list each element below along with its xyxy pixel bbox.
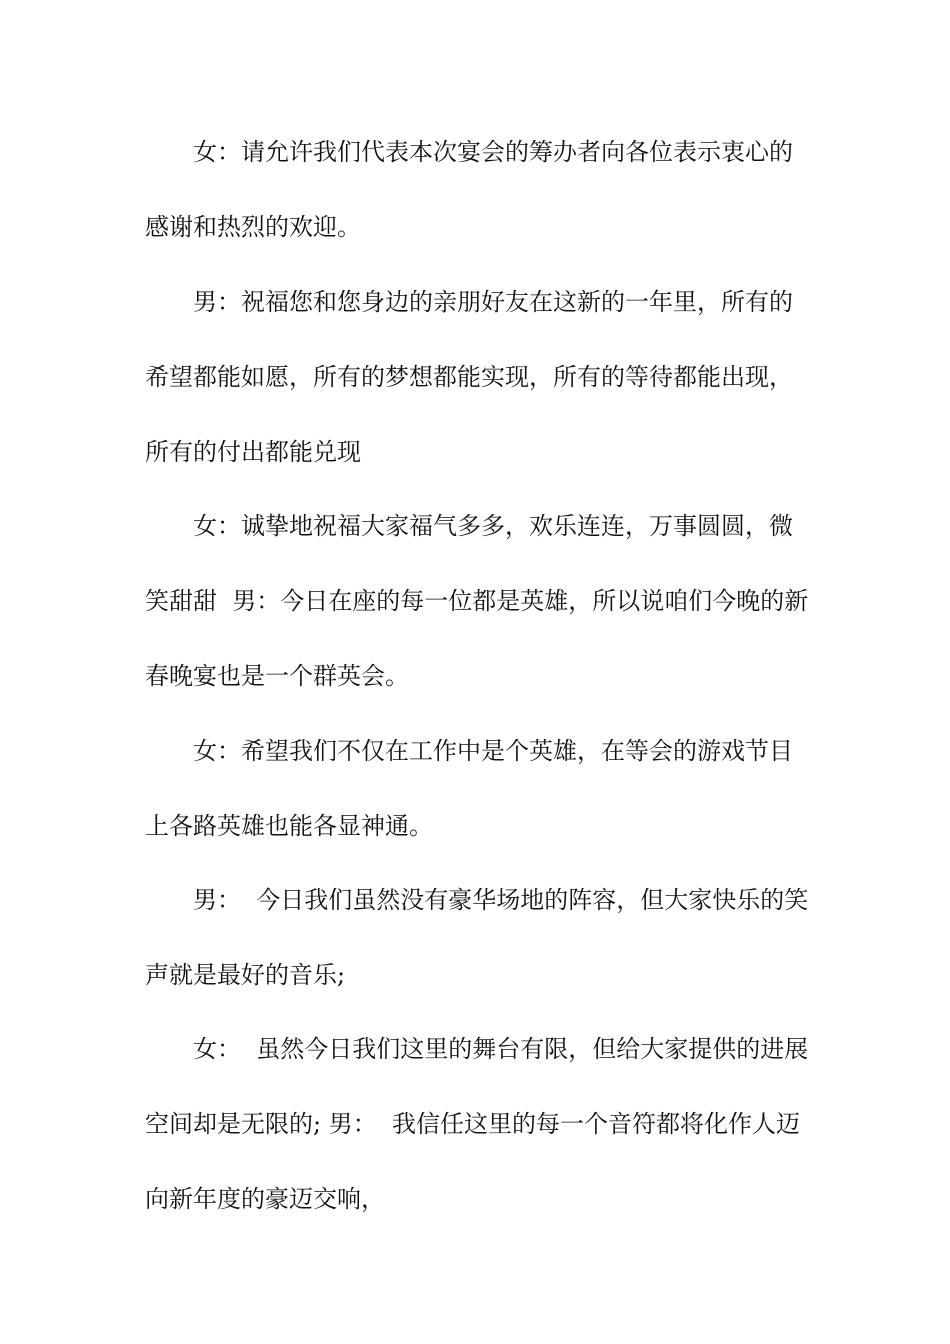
paragraph-3-line-2: 笑甜甜 男：今日在座的每一位都是英雄，所以说咱们今晚的新 (145, 587, 809, 615)
paragraph-3-line-1: 女：诚挚地祝福大家福气多多，欢乐连连，万事圆圆，微 (193, 512, 793, 540)
paragraph-2-line-3: 所有的付出都能兑现 (145, 438, 361, 466)
paragraph-4-line-1: 女：希望我们不仅在工作中是个英雄，在等会的游戏节目 (193, 737, 793, 765)
paragraph-1-line-1: 女：请允许我们代表本次宴会的筹办者向各位表示衷心的 (193, 138, 793, 166)
paragraph-5-line-2: 声就是最好的音乐; (145, 961, 346, 989)
paragraph-5-line-1: 男： 今日我们虽然没有豪华场地的阵容，但大家快乐的笑 (193, 886, 809, 914)
paragraph-6-line-3: 向新年度的豪迈交响， (145, 1185, 385, 1213)
paragraph-6-line-2: 空间却是无限的; 男： 我信任这里的每一个音符都将化作人迈 (145, 1110, 800, 1138)
paragraph-3-line-3: 春晚宴也是一个群英会。 (145, 662, 409, 690)
paragraph-4-line-2: 上各路英雄也能各显神通。 (145, 812, 433, 840)
paragraph-6-line-1: 女： 虽然今日我们这里的舞台有限，但给大家提供的进展 (193, 1035, 809, 1063)
paragraph-2-line-2: 希望都能如愿，所有的梦想都能实现，所有的等待都能出现， (145, 363, 793, 391)
paragraph-2-line-1: 男：祝福您和您身边的亲朋好友在这新的一年里，所有的 (193, 288, 793, 316)
paragraph-1-line-2: 感谢和热烈的欢迎。 (145, 213, 361, 241)
